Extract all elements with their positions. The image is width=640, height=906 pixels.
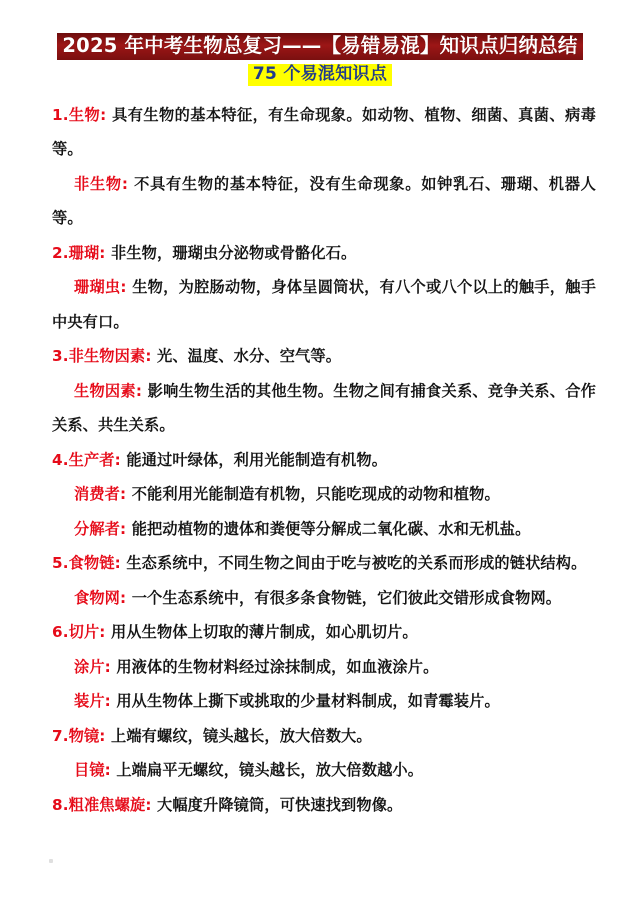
entry-description: 大幅度升降镜筒，可快速找到物像。: [157, 795, 403, 814]
entry-paragraph: [52, 270, 596, 339]
entry-term: 分解者:: [74, 519, 127, 538]
entry-term: 非生物:: [74, 174, 129, 193]
entry-paragraph: [52, 477, 596, 512]
entry-paragraph: [52, 615, 596, 650]
entry-paragraph: [52, 236, 596, 271]
entry-description: 能把动植物的遗体和粪便等分解成二氧化碳、水和无机盐。: [131, 519, 531, 538]
entry-term: 生物因素:: [74, 381, 143, 400]
document-title: 2025 年中考生物总复习——【易错易混】知识点归纳总结: [57, 33, 582, 60]
entry-paragraph: [52, 788, 596, 823]
entry-term: 1.生物:: [52, 105, 107, 124]
entry-term: 消费者:: [74, 485, 127, 503]
entry-term: 珊瑚虫:: [74, 278, 127, 296]
entry-description: 能通过叶绿体，利用光能制造有机物。: [126, 450, 388, 469]
entry-paragraph: [52, 684, 596, 719]
entry-description: 上端扁平无螺纹，镜头越长，放大倍数越小。: [116, 761, 424, 779]
entry-description: 生态系统中，不同生物之间由于吃与被吃的关系而形成的链状结构。: [126, 554, 587, 572]
entry-paragraph: [52, 719, 596, 754]
entry-paragraph: [52, 98, 596, 167]
entry-term: 3.非生物因素:: [52, 347, 152, 365]
entry-paragraph: [52, 650, 596, 685]
entry-description: 用从生物体上撕下或挑取的少量材料制成，如青霉装片。: [116, 692, 500, 710]
entry-term: 8.粗准焦螺旋:: [52, 795, 152, 814]
entry-term: 2.珊瑚:: [52, 243, 106, 262]
entry-paragraph: [52, 512, 596, 547]
document-subtitle: 75 个易混知识点: [248, 64, 392, 86]
entry-list: [0, 98, 640, 823]
entry-description: 生物，为腔肠动物，身体呈圆筒状，有八个或八个以上的触手，触手中央有口。: [52, 278, 597, 331]
entry-paragraph: [52, 546, 596, 581]
scan-artifact: [49, 859, 53, 863]
entry-description: 光、温度、水分、空气等。: [157, 347, 342, 365]
entry-term: 装片:: [74, 692, 111, 710]
entry-term: 4.生产者:: [52, 450, 121, 469]
entry-term: 6.切片:: [52, 623, 106, 641]
entry-paragraph: [52, 167, 596, 236]
entry-description: 具有生物的基本特征，有生命现象。如动物、植物、细菌、真菌、病毒等。: [52, 105, 596, 158]
entry-description: 影响生物生活的其他生物。生物之间有捕食关系、竞争关系、合作关系、共生关系。: [52, 381, 597, 434]
entry-paragraph: [52, 581, 596, 616]
entry-description: 不具有生物的基本特征，没有生命现象。如钟乳石、珊瑚、机器人等。: [52, 174, 597, 227]
entry-term: 7.物镜:: [52, 726, 106, 745]
entry-description: 上端有螺纹，镜头越长，放大倍数大。: [110, 726, 372, 745]
entry-term: 目镜:: [74, 761, 111, 779]
entry-paragraph: [52, 339, 596, 374]
entry-description: 用液体的生物材料经过涂抹制成，如血液涂片。: [116, 657, 439, 676]
subtitle-banner: [0, 64, 640, 86]
entry-term: 食物网:: [74, 588, 127, 607]
entry-term: 涂片:: [74, 657, 111, 676]
entry-paragraph: [52, 443, 596, 478]
entry-term: 5.食物链:: [52, 554, 121, 572]
entry-description: 不能利用光能制造有机物，只能吃现成的动物和植物。: [131, 485, 500, 503]
entry-paragraph: [52, 753, 596, 788]
entry-description: 用从生物体上切取的薄片制成，如心肌切片。: [110, 623, 418, 641]
title-banner: [0, 0, 640, 60]
entry-description: 一个生态系统中，有很多条食物链，它们彼此交错形成食物网。: [131, 588, 562, 607]
entry-description: 非生物，珊瑚虫分泌物或骨骼化石。: [110, 243, 357, 262]
entry-paragraph: [52, 374, 596, 443]
